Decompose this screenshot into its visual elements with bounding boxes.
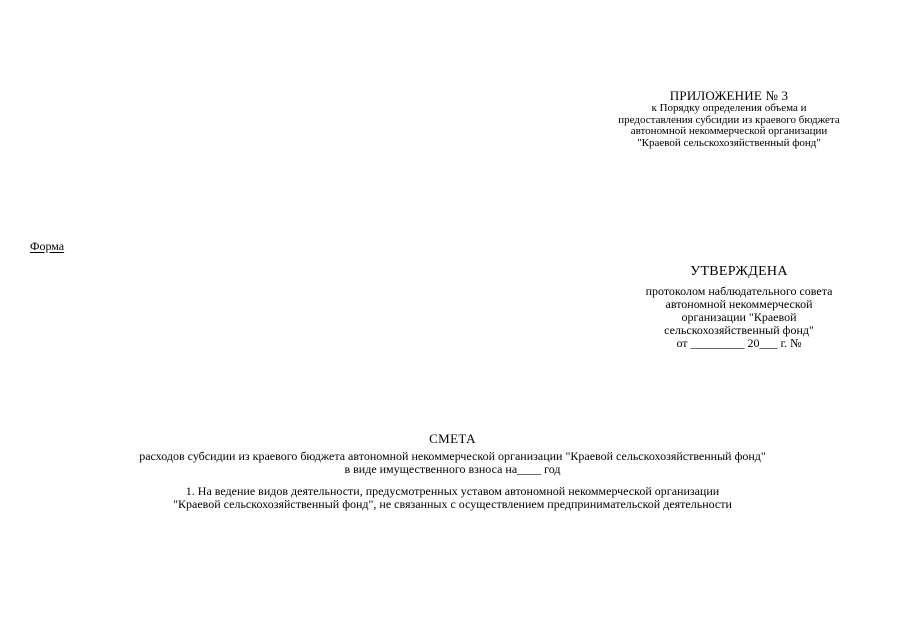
estimate-block bbox=[0, 431, 905, 511]
section-heading-line: 1. На ведение видов деятельности, предусмотренных уставом автономной некоммерческой организации bbox=[185, 484, 720, 498]
approval-line: от _________ 20___ г. № bbox=[676, 336, 802, 350]
estimate-subtitle-line: расходов субсидии из краевого бюджета автономной некоммерческой организации "Краевой сельскохозяйственный фонд" bbox=[139, 449, 766, 463]
approval-line: автономной некоммерческой bbox=[665, 297, 813, 311]
appendix-line: предоставления субсидии из краевого бюджета bbox=[618, 113, 840, 126]
approval-line: протоколом наблюдательного совета bbox=[645, 284, 833, 298]
appendix-title: ПРИЛОЖЕНИЕ № 3 bbox=[669, 88, 789, 103]
appendix-line: к Порядку определения объема и bbox=[651, 102, 807, 114]
approval-title: УТВЕРЖДЕНА bbox=[690, 264, 788, 279]
approval-block bbox=[618, 263, 860, 350]
approval-line: организации "Краевой bbox=[681, 310, 797, 324]
appendix-line: автономной некоммерческой организации bbox=[630, 125, 828, 137]
section-heading bbox=[0, 485, 905, 511]
appendix-line: "Краевой сельскохозяйственный фонд" bbox=[637, 136, 821, 149]
approval-line: сельскохозяйственный фонд" bbox=[664, 323, 814, 337]
estimate-subtitle-line: в виде имущественного взноса на____ год bbox=[344, 462, 561, 476]
section-heading-line: "Краевой сельскохозяйственный фонд", не связанных с осуществлением предпринимательской деятельности bbox=[173, 497, 732, 511]
estimate-title: СМЕТА bbox=[429, 431, 476, 446]
form-label: Форма bbox=[30, 239, 65, 253]
appendix-block bbox=[588, 88, 870, 149]
